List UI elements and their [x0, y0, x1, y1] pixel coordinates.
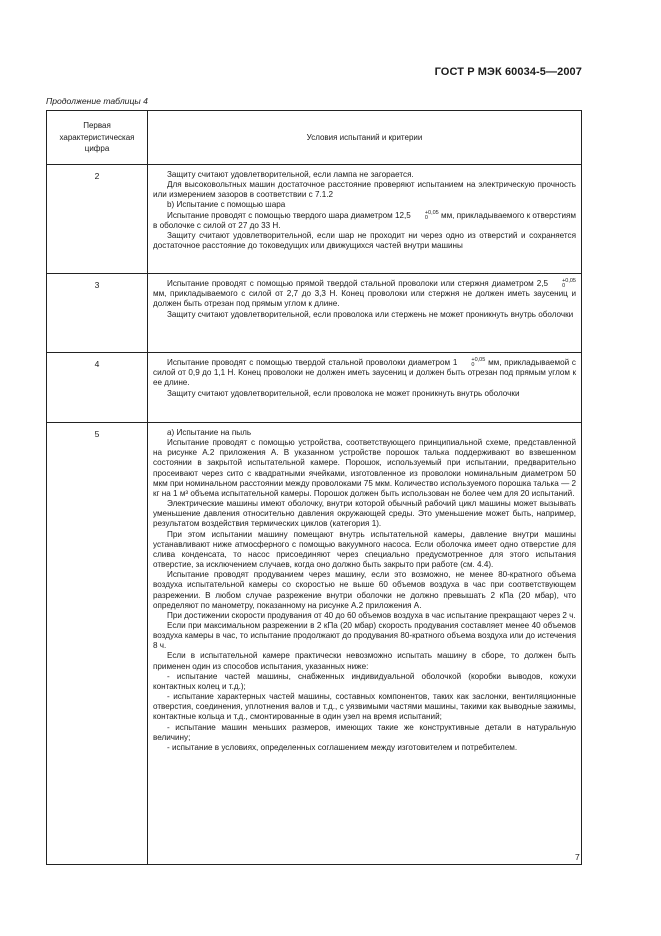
- table-caption: Продолжение таблицы 4: [46, 96, 148, 106]
- tolerance-upper: +0,05: [562, 278, 576, 284]
- condition-paragraph: - испытание в условиях, определенных соглашением между изготовителем и потребителем.: [167, 742, 518, 752]
- tolerance-lower: 0: [471, 362, 475, 368]
- table-row: [47, 165, 582, 274]
- condition-paragraph: Для высоковольтных машин достаточное расстояние проверяют испытанием на электрическую прочность или измерением зазоров в соответствии с 7.1.2: [153, 180, 576, 200]
- table-row: [47, 353, 582, 423]
- condition-paragraph: [153, 279, 576, 310]
- condition-paragraph: - испытание характерных частей машины, составных компонентов, таких как заслонки, вентиляционные отверстия, соединения, уплотнения валов и т.д., с уязвимыми частями машины, такими как выводные зажимы, контактные кольца и т.д., смонтированные в один узел на время испытаний;: [153, 692, 576, 722]
- condition-paragraph: [153, 211, 576, 231]
- table-header-row: [47, 111, 582, 165]
- tolerance-upper: +0,05: [471, 357, 486, 363]
- conditions-cell: [148, 274, 582, 353]
- tolerance: [548, 279, 576, 289]
- condition-paragraph: Электрические машины имеют оболочку, внутри которой обычный рабочий цикл машины может вызывать уменьшение давления относительно давления окружающей среды. Это уменьшение может быть, например, результатом воздействия термических циклов (категория 1).: [153, 499, 576, 529]
- paragraph-text: мм, прикладываемой с силой от 0,9 до 1,1 Н. Конец проволоки не должен иметь заусениц и должен быть отрезан под прямым углом к ее длине.: [153, 358, 576, 388]
- condition-paragraph: - испытание машин меньших размеров, имеющих такие же конструктивные детали в натуральную величину;: [153, 722, 576, 742]
- paragraph-text: Испытание проводят с помощью твердого шара диаметром 12,5: [167, 210, 411, 220]
- condition-paragraph: Испытание проводят с помощью устройства, соответствующего принципиальной схеме, представленной на рисунке А.2 приложения А. В указанном устройстве порошок талька поддерживают во взвешенном состоянии в закрытой испытательной камере. Порошок, используемый при испытании, предварительно просеивают через сито с квадратными ячейками, изготовленное из проволоки номинальным диаметром 50 мкм при номинальном расстоянии между проволоками 75 мкм. Количество используемого порошка талька — 2 кг на 1 м³ объема испытательной камеры. Порошок должен быть использован не более чем для 20 испытаний.: [153, 438, 576, 498]
- condition-paragraph: b) Испытание с помощью шара: [167, 200, 286, 210]
- condition-paragraph: Защиту считают удовлетворительной, если проволока не может проникнуть внутрь оболочки: [167, 388, 520, 398]
- digit-cell: 5: [47, 423, 148, 865]
- digit-cell: 2: [47, 165, 148, 274]
- tolerance: [457, 358, 485, 368]
- test-conditions-table: [46, 110, 582, 865]
- condition-paragraph: Испытание проводят продуванием через машину, если это возможно, не менее 80-кратного объема воздуха испытательной камеры со скоростью не выше 60 объемов воздуха в час при соответствующем разрежении. В любом случае разрежение внутри оболочки не должно превышать 2 кПа (20 мбар), что определяют по манометру, показанному на рисунке А.2 приложения А.: [153, 570, 576, 610]
- conditions-cell: [148, 165, 582, 274]
- condition-paragraph: Если в испытательной камере практически невозможно испытать машину в сборе, то должен быть применен один из способов испытания, указанных ниже:: [153, 651, 576, 671]
- paragraph-text: мм, прикладываемого с силой от 2,7 до 3,3 Н. Конец проволоки или стержня не должен иметь заусениц и должен быть отрезан под прямым углом к длине.: [153, 289, 576, 309]
- condition-paragraph: [153, 358, 576, 389]
- condition-paragraph: Если при максимальном разрежении в 2 кПа (20 мбар) скорость продувания составляет менее 40 объемов воздуха камеры в час, то испытание продолжают до продувания 80-кратного объема воздуха или до истечения 8 ч.: [153, 620, 576, 651]
- condition-paragraph: При достижении скорости продувания от 40 до 60 объемов воздуха в час испытание прекращают через 2 ч.: [167, 610, 576, 620]
- column-header-conditions: Условия испытаний и критерии: [148, 111, 582, 165]
- digit-cell: 4: [47, 353, 148, 423]
- paragraph-text: мм, прикладываемого к отверстиям в оболочке с силой от 27 до 33 Н.: [153, 210, 577, 230]
- paragraph-text: Испытание проводят с помощью прямой твердой стальной проволоки или стержня диаметром 2,5: [167, 279, 549, 289]
- document-code: ГОСТ Р МЭК 60034-5—2007: [434, 66, 582, 78]
- page-number: 7: [575, 852, 580, 862]
- tolerance-lower: 0: [424, 214, 428, 221]
- condition-paragraph: а) Испытание на пыль: [167, 428, 252, 437]
- tolerance-lower: 0: [562, 283, 566, 289]
- tolerance-upper: +0,05: [424, 209, 439, 216]
- condition-paragraph: Защиту считают удовлетворительной, если шар не проходит ни через одно из отверстий и сохраняется достаточное расстояние до токоведущих или движущихся частей внутри машины: [153, 231, 576, 251]
- conditions-cell: [148, 353, 582, 423]
- table-row: [47, 423, 582, 865]
- column-header-digit: [47, 111, 148, 165]
- column-header-digit-line: цифра: [84, 144, 110, 154]
- conditions-cell: [148, 423, 582, 865]
- condition-paragraph: Защиту считают удовлетворительной, если лампа не загорается.: [167, 170, 414, 179]
- digit-cell: 3: [47, 274, 148, 353]
- tolerance: [411, 211, 439, 221]
- table-row: [47, 274, 582, 353]
- condition-paragraph: - испытание частей машины, снабженных индивидуальной оболочкой (коробки выводов, кожухи контактных колец и т.д.);: [153, 671, 576, 691]
- column-header-digit-line: Первая: [83, 121, 111, 131]
- condition-paragraph: Защиту считают удовлетворительной, если проволока или стержень не может проникнуть внутрь оболочки: [167, 309, 574, 319]
- paragraph-text: Испытание проводят с помощью твердой стальной проволоки диаметром 1: [167, 358, 458, 368]
- column-header-digit-line: характеристическая: [59, 132, 135, 142]
- condition-paragraph: При этом испытании машину помещают внутрь испытательной камеры, давление внутри машины устанавливают ниже атмосферного с помощью вакуумного насоса. Если оболочка имеет одно отверстие для слива конденсата, то насос присоединяют через специально предусмотренное для этого испытания отверстие, за исключением случаев, когда оно должно быть закрыто при работе (см. 4.4).: [153, 529, 576, 570]
